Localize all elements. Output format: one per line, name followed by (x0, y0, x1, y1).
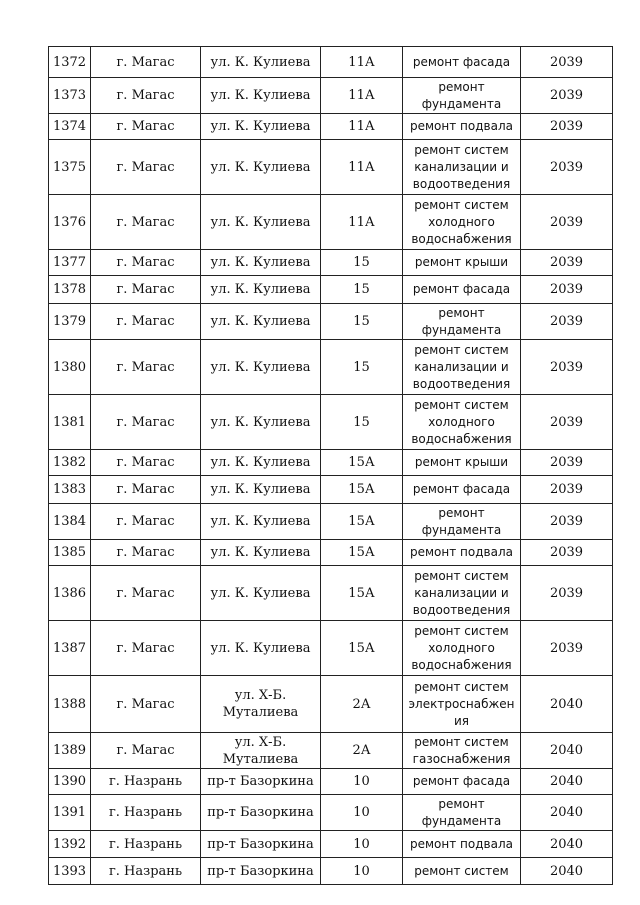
work-type-cell: ремонт подвала (403, 540, 521, 566)
house-number-cell: 15А (321, 621, 403, 676)
table-row (49, 769, 613, 795)
street-cell: ул. Х-Б. Муталиева (201, 676, 321, 733)
work-type-cell: ремонт фасада (403, 769, 521, 795)
table-row (49, 676, 613, 733)
street-cell: ул. К. Кулиева (201, 114, 321, 140)
house-number-cell: 2А (321, 676, 403, 733)
year-cell: 2039 (521, 566, 613, 621)
year-cell: 2040 (521, 769, 613, 795)
city-cell: г. Магас (91, 566, 201, 621)
work-type-cell: ремонт подвала (403, 831, 521, 858)
year-cell: 2039 (521, 140, 613, 195)
row-number-cell: 1388 (49, 676, 91, 733)
row-number-cell: 1386 (49, 566, 91, 621)
city-cell: г. Магас (91, 195, 201, 250)
year-cell: 2039 (521, 304, 613, 340)
year-cell: 2040 (521, 858, 613, 885)
house-number-cell: 15А (321, 504, 403, 540)
house-number-cell: 11А (321, 195, 403, 250)
year-cell: 2039 (521, 195, 613, 250)
table-row (49, 140, 613, 195)
city-cell: г. Назрань (91, 769, 201, 795)
city-cell: г. Магас (91, 140, 201, 195)
work-type-cell: ремонт фасада (403, 47, 521, 78)
city-cell: г. Магас (91, 450, 201, 476)
repair-schedule-table (48, 46, 613, 885)
house-number-cell: 2А (321, 733, 403, 769)
table-row (49, 621, 613, 676)
table-row (49, 250, 613, 276)
row-number-cell: 1382 (49, 450, 91, 476)
table-row (49, 858, 613, 885)
year-cell: 2040 (521, 676, 613, 733)
row-number-cell: 1374 (49, 114, 91, 140)
table-row (49, 450, 613, 476)
house-number-cell: 15А (321, 476, 403, 504)
house-number-cell: 10 (321, 769, 403, 795)
year-cell: 2039 (521, 476, 613, 504)
house-number-cell: 11А (321, 140, 403, 195)
city-cell: г. Назрань (91, 858, 201, 885)
row-number-cell: 1393 (49, 858, 91, 885)
year-cell: 2039 (521, 504, 613, 540)
street-cell: ул. К. Кулиева (201, 140, 321, 195)
street-cell: ул. К. Кулиева (201, 250, 321, 276)
row-number-cell: 1387 (49, 621, 91, 676)
work-type-cell: ремонт систем холодного водоснабжения (403, 395, 521, 450)
house-number-cell: 15 (321, 395, 403, 450)
year-cell: 2040 (521, 831, 613, 858)
house-number-cell: 15 (321, 304, 403, 340)
work-type-cell: ремонт фундамента (403, 304, 521, 340)
year-cell: 2039 (521, 47, 613, 78)
year-cell: 2039 (521, 250, 613, 276)
house-number-cell: 15 (321, 250, 403, 276)
street-cell: ул. К. Кулиева (201, 450, 321, 476)
house-number-cell: 11А (321, 47, 403, 78)
street-cell: ул. К. Кулиева (201, 395, 321, 450)
year-cell: 2039 (521, 340, 613, 395)
street-cell: ул. К. Кулиева (201, 304, 321, 340)
city-cell: г. Магас (91, 733, 201, 769)
row-number-cell: 1381 (49, 395, 91, 450)
year-cell: 2040 (521, 795, 613, 831)
table-row (49, 795, 613, 831)
city-cell: г. Магас (91, 114, 201, 140)
row-number-cell: 1385 (49, 540, 91, 566)
house-number-cell: 10 (321, 858, 403, 885)
row-number-cell: 1392 (49, 831, 91, 858)
work-type-cell: ремонт фасада (403, 276, 521, 304)
work-type-cell: ремонт систем газоснабжения (403, 733, 521, 769)
table-row (49, 831, 613, 858)
table-row (49, 47, 613, 78)
year-cell: 2040 (521, 733, 613, 769)
year-cell: 2039 (521, 114, 613, 140)
work-type-cell: ремонт фундамента (403, 795, 521, 831)
row-number-cell: 1391 (49, 795, 91, 831)
street-cell: пр-т Базоркина (201, 858, 321, 885)
year-cell: 2039 (521, 621, 613, 676)
work-type-cell: ремонт систем канализации и водоотведения (403, 566, 521, 621)
row-number-cell: 1379 (49, 304, 91, 340)
row-number-cell: 1380 (49, 340, 91, 395)
house-number-cell: 10 (321, 795, 403, 831)
table-row (49, 276, 613, 304)
street-cell: ул. К. Кулиева (201, 621, 321, 676)
work-type-cell: ремонт систем электроснабжен ия (403, 676, 521, 733)
row-number-cell: 1377 (49, 250, 91, 276)
table-row (49, 476, 613, 504)
city-cell: г. Магас (91, 476, 201, 504)
work-type-cell: ремонт фундамента (403, 504, 521, 540)
work-type-cell: ремонт фундамента (403, 78, 521, 114)
street-cell: пр-т Базоркина (201, 769, 321, 795)
house-number-cell: 11А (321, 114, 403, 140)
year-cell: 2039 (521, 276, 613, 304)
year-cell: 2039 (521, 450, 613, 476)
city-cell: г. Магас (91, 47, 201, 78)
year-cell: 2039 (521, 78, 613, 114)
table-body (49, 47, 613, 885)
house-number-cell: 11А (321, 78, 403, 114)
work-type-cell: ремонт систем холодного водоснабжения (403, 621, 521, 676)
house-number-cell: 15А (321, 540, 403, 566)
city-cell: г. Магас (91, 340, 201, 395)
city-cell: г. Магас (91, 395, 201, 450)
table-row (49, 504, 613, 540)
city-cell: г. Магас (91, 676, 201, 733)
row-number-cell: 1389 (49, 733, 91, 769)
row-number-cell: 1383 (49, 476, 91, 504)
row-number-cell: 1373 (49, 78, 91, 114)
street-cell: ул. К. Кулиева (201, 276, 321, 304)
street-cell: ул. Х-Б. Муталиева (201, 733, 321, 769)
city-cell: г. Магас (91, 540, 201, 566)
house-number-cell: 15 (321, 276, 403, 304)
city-cell: г. Магас (91, 304, 201, 340)
street-cell: пр-т Базоркина (201, 795, 321, 831)
city-cell: г. Магас (91, 78, 201, 114)
table-row (49, 540, 613, 566)
street-cell: ул. К. Кулиева (201, 195, 321, 250)
work-type-cell: ремонт крыши (403, 450, 521, 476)
table-row (49, 304, 613, 340)
row-number-cell: 1372 (49, 47, 91, 78)
city-cell: г. Магас (91, 504, 201, 540)
row-number-cell: 1384 (49, 504, 91, 540)
street-cell: ул. К. Кулиева (201, 340, 321, 395)
city-cell: г. Магас (91, 276, 201, 304)
house-number-cell: 15А (321, 450, 403, 476)
table-row (49, 733, 613, 769)
work-type-cell: ремонт фасада (403, 476, 521, 504)
street-cell: ул. К. Кулиева (201, 476, 321, 504)
street-cell: ул. К. Кулиева (201, 78, 321, 114)
year-cell: 2039 (521, 395, 613, 450)
work-type-cell: ремонт систем канализации и водоотведения (403, 140, 521, 195)
city-cell: г. Магас (91, 621, 201, 676)
table-row (49, 78, 613, 114)
street-cell: ул. К. Кулиева (201, 504, 321, 540)
table-row (49, 566, 613, 621)
city-cell: г. Назрань (91, 831, 201, 858)
table-row (49, 340, 613, 395)
work-type-cell: ремонт систем канализации и водоотведения (403, 340, 521, 395)
table-row (49, 395, 613, 450)
table-row (49, 195, 613, 250)
house-number-cell: 10 (321, 831, 403, 858)
work-type-cell: ремонт систем (403, 858, 521, 885)
row-number-cell: 1390 (49, 769, 91, 795)
work-type-cell: ремонт крыши (403, 250, 521, 276)
work-type-cell: ремонт систем холодного водоснабжения (403, 195, 521, 250)
house-number-cell: 15А (321, 566, 403, 621)
street-cell: ул. К. Кулиева (201, 566, 321, 621)
work-type-cell: ремонт подвала (403, 114, 521, 140)
year-cell: 2039 (521, 540, 613, 566)
table-row (49, 114, 613, 140)
row-number-cell: 1375 (49, 140, 91, 195)
city-cell: г. Магас (91, 250, 201, 276)
street-cell: ул. К. Кулиева (201, 47, 321, 78)
row-number-cell: 1376 (49, 195, 91, 250)
city-cell: г. Назрань (91, 795, 201, 831)
house-number-cell: 15 (321, 340, 403, 395)
row-number-cell: 1378 (49, 276, 91, 304)
street-cell: пр-т Базоркина (201, 831, 321, 858)
street-cell: ул. К. Кулиева (201, 540, 321, 566)
